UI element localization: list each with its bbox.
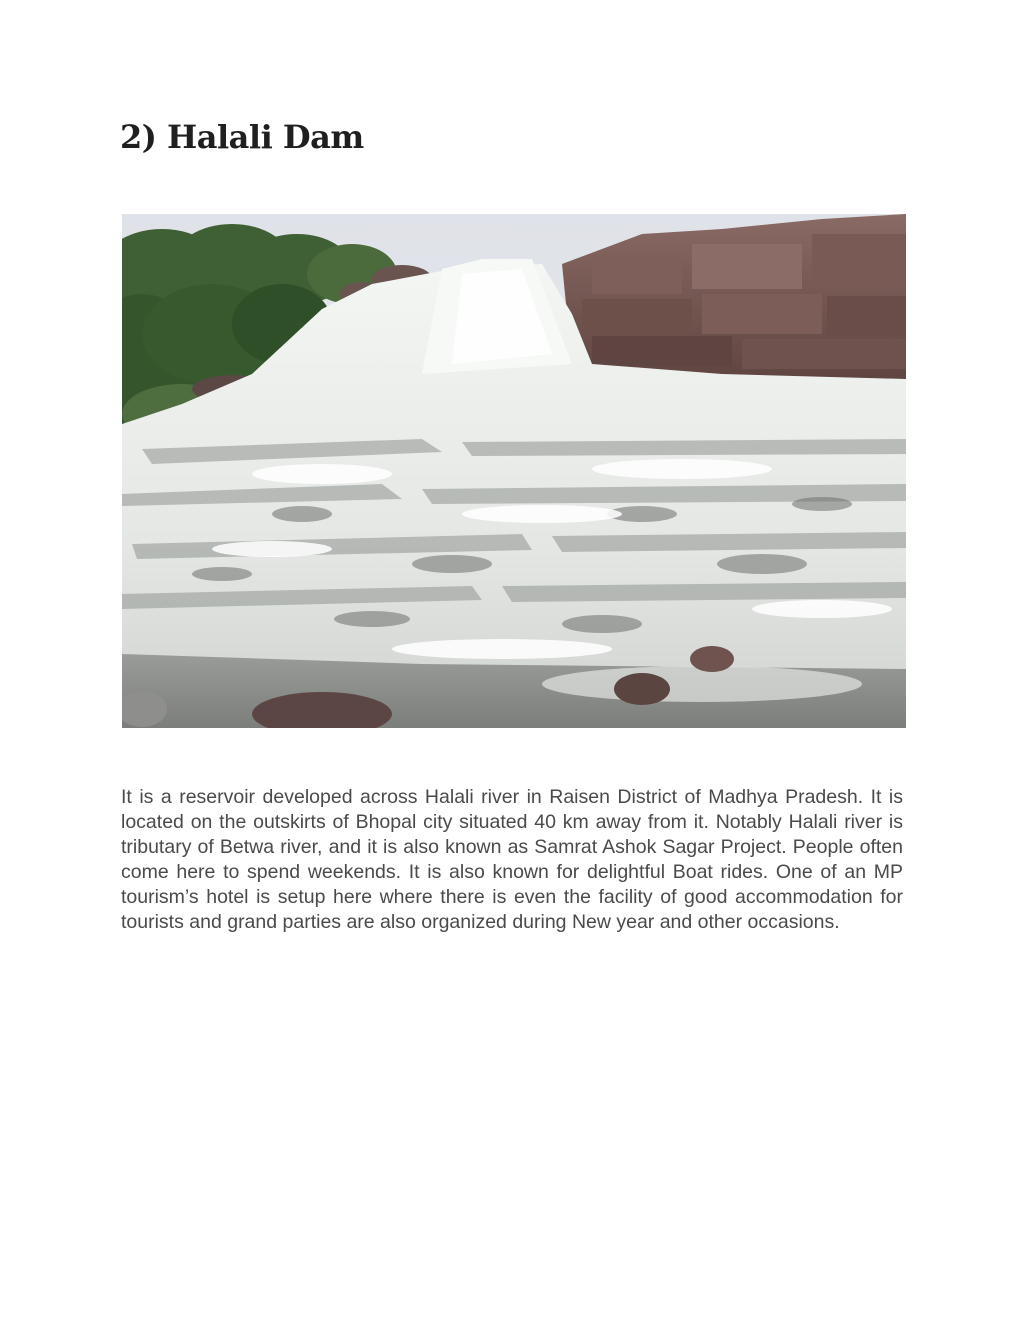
section-heading: 2) Halali Dam [120, 118, 364, 156]
body-paragraph: It is a reservoir developed across Halali river in Raisen District of Madhya Pradesh. It is located on the outskirts of Bhopal city situated 40 km away from it. Notably Halali river is tributary of Betwa river, and it is also known as Samrat Ashok Sagar Project. People often come here to spend weekends. It is also known for delightful Boat rides. One of an MP tourism’s hotel is setup here where there is even the facility of good accommodation for tourists and grand parties are also organized during New year and other occasions. [121, 786, 903, 933]
halali-dam-photo [122, 214, 906, 728]
waterfall-illustration [122, 214, 906, 728]
